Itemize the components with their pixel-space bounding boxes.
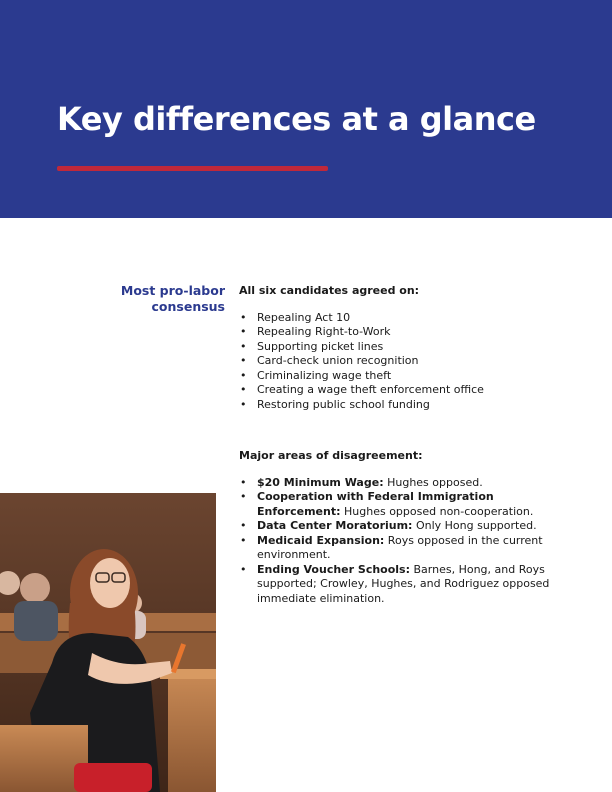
list-item: • Repealing Act 10 [239,311,579,326]
section-heading-line1: Most pro-labor [120,283,225,298]
title-underline [57,166,328,171]
content-column [239,284,579,606]
header-banner [0,0,612,218]
consensus-heading: All six candidates agreed on: [239,284,420,297]
item-text: Roys opposed in the current environment. [257,533,543,561]
list-item: • Criminalizing wage theft [239,369,579,384]
item-label: Ending Voucher Schools: [257,562,410,576]
list-item: • Card-check union recognition [239,354,579,369]
disagreement-heading: Major areas of disagreement: [239,449,423,462]
list-item [239,519,579,534]
page-title: Key differences at a glance [57,100,536,138]
consensus-list [239,311,579,413]
section-heading [85,283,225,315]
item-text: Hughes opposed non-cooperation. [340,504,534,518]
item-label: Data Center Moratorium: [257,519,413,532]
section-heading-line2: consensus [151,299,225,314]
list-item: • Supporting picket lines [239,340,579,355]
item-text: Hughes opposed. [383,475,483,489]
list-item [239,563,579,607]
audience-photo [0,493,216,792]
item-label: Medicaid Expansion: [257,533,385,547]
list-item: • Creating a wage theft enforcement office [239,383,579,398]
item-text: Barnes, Hong, and Roys supported; Crowley, Hughes, and Rodriguez opposed immediate elimination. [257,562,550,605]
list-item [239,534,579,563]
item-label: $20 Minimum Wage: [257,475,384,489]
item-label: Cooperation with Federal Immigration Enforcement: [257,490,494,518]
list-item: • Restoring public school funding [239,398,579,413]
item-text: Only Hong supported. [412,519,537,532]
list-item [239,476,579,491]
list-item: • Repealing Right-to-Work [239,325,579,340]
list-item [239,490,579,519]
photo-illustration [0,493,216,792]
disagreement-list [239,476,579,607]
